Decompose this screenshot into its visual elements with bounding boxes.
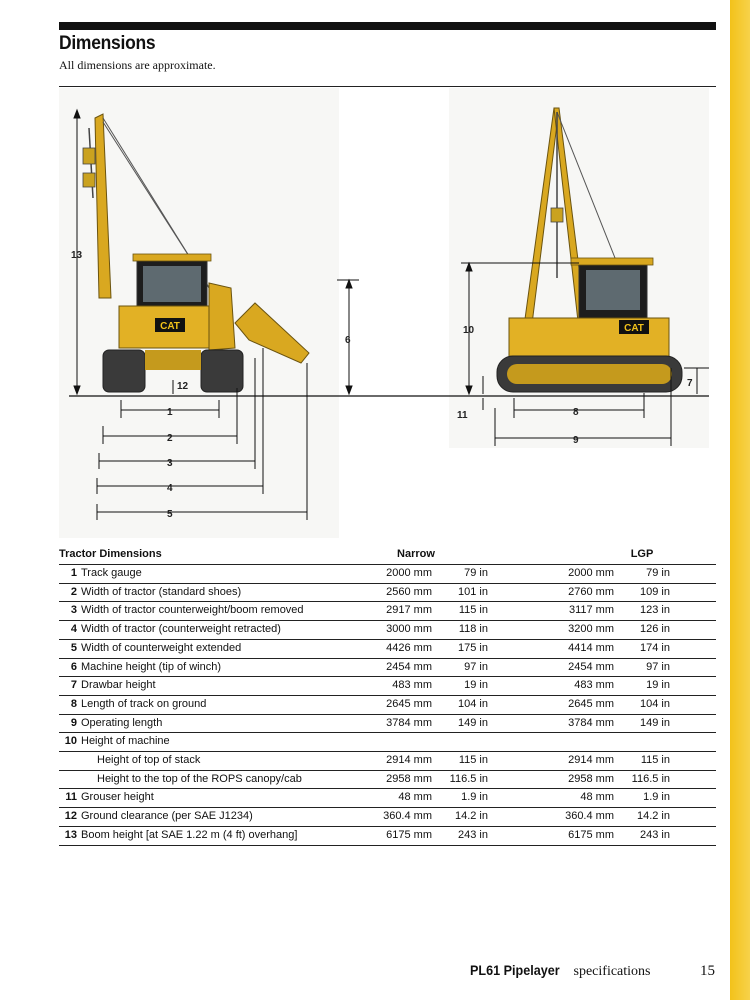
narrow-in: 79 in (432, 565, 488, 584)
lgp-in: 149 in (614, 714, 670, 733)
row-number: 6 (59, 658, 81, 677)
row-label: Operating length (81, 714, 344, 733)
narrow-in: 104 in (432, 695, 488, 714)
table-header-narrow: Narrow (344, 545, 488, 565)
row-label: Width of tractor (standard shoes) (81, 583, 344, 602)
dim-label-9: 9 (573, 435, 579, 446)
spacer (670, 789, 716, 808)
footer-product: PL61 Pipelayer (470, 962, 560, 978)
table-row (59, 770, 716, 789)
spacer (670, 658, 716, 677)
narrow-in: 149 in (432, 714, 488, 733)
row-number: 13 (59, 826, 81, 845)
row-number: 1 (59, 565, 81, 584)
row-number (59, 770, 81, 789)
row-number: 3 (59, 602, 81, 621)
row-number: 10 (59, 733, 81, 752)
dim-label-1: 1 (167, 407, 173, 418)
table-row (59, 602, 716, 621)
table-header-row (59, 545, 716, 565)
lgp-mm: 2000 mm (488, 565, 614, 584)
row-label: Drawbar height (81, 677, 344, 696)
dim-label-7: 7 (687, 378, 693, 389)
lgp-mm: 2454 mm (488, 658, 614, 677)
header-bar (59, 22, 716, 30)
dimension-diagram-svg (59, 88, 716, 538)
table-header-label: Tractor Dimensions (59, 545, 344, 565)
narrow-in: 1.9 in (432, 789, 488, 808)
spacer (670, 621, 716, 640)
row-label: Track gauge (81, 565, 344, 584)
spacer (670, 714, 716, 733)
row-label: Width of counterweight extended (81, 639, 344, 658)
dim-label-5: 5 (167, 509, 173, 520)
dim-label-11: 11 (457, 410, 468, 421)
footer (470, 962, 651, 980)
narrow-mm: 6175 mm (344, 826, 432, 845)
row-label: Height of machine (81, 733, 344, 752)
table-row (59, 658, 716, 677)
narrow-in: 118 in (432, 621, 488, 640)
narrow-mm: 360.4 mm (344, 808, 432, 827)
table-body (59, 565, 716, 846)
dim-label-8: 8 (573, 407, 579, 418)
narrow-in: 14.2 in (432, 808, 488, 827)
spacer (670, 733, 716, 752)
lgp-mm: 4414 mm (488, 639, 614, 658)
table-row (59, 639, 716, 658)
narrow-in: 101 in (432, 583, 488, 602)
spacer (670, 677, 716, 696)
dimension-diagram (59, 88, 716, 538)
lgp-in: 243 in (614, 826, 670, 845)
narrow-in: 115 in (432, 752, 488, 771)
title-rule (59, 86, 716, 87)
lgp-mm: 6175 mm (488, 826, 614, 845)
lgp-mm: 48 mm (488, 789, 614, 808)
row-number: 7 (59, 677, 81, 696)
narrow-mm: 3784 mm (344, 714, 432, 733)
narrow-mm: 2917 mm (344, 602, 432, 621)
lgp-in: 174 in (614, 639, 670, 658)
row-number: 9 (59, 714, 81, 733)
row-number: 11 (59, 789, 81, 808)
narrow-in: 243 in (432, 826, 488, 845)
row-label: Ground clearance (per SAE J1234) (81, 808, 344, 827)
row-label: Width of tractor (counterweight retracted) (81, 621, 344, 640)
lgp-in: 14.2 in (614, 808, 670, 827)
lgp-in: 97 in (614, 658, 670, 677)
narrow-in (432, 733, 488, 752)
page-subtitle: All dimensions are approximate. (59, 58, 216, 72)
lgp-mm: 2914 mm (488, 752, 614, 771)
row-number: 4 (59, 621, 81, 640)
dim-label-6: 6 (345, 335, 351, 346)
spacer (670, 695, 716, 714)
lgp-mm: 483 mm (488, 677, 614, 696)
table-row (59, 808, 716, 827)
lgp-in: 109 in (614, 583, 670, 602)
lgp-in (614, 733, 670, 752)
narrow-mm: 2958 mm (344, 770, 432, 789)
narrow-in: 175 in (432, 639, 488, 658)
row-label: Length of track on ground (81, 695, 344, 714)
row-number: 8 (59, 695, 81, 714)
spacer (670, 583, 716, 602)
row-number: 2 (59, 583, 81, 602)
narrow-mm: 3000 mm (344, 621, 432, 640)
page-title: Dimensions (59, 33, 156, 54)
spacer (670, 565, 716, 584)
narrow-mm: 2645 mm (344, 695, 432, 714)
footer-suffix: specifications (573, 964, 651, 979)
dim-label-2: 2 (167, 433, 173, 444)
lgp-in: 1.9 in (614, 789, 670, 808)
table-row (59, 695, 716, 714)
row-label: Width of tractor counterweight/boom removed (81, 602, 344, 621)
dim-label-10: 10 (463, 325, 475, 336)
spacer (670, 639, 716, 658)
spacer (670, 770, 716, 789)
dim-label-13: 13 (71, 250, 83, 261)
lgp-in: 19 in (614, 677, 670, 696)
lgp-mm: 360.4 mm (488, 808, 614, 827)
table-row (59, 583, 716, 602)
table-row (59, 789, 716, 808)
spacer (670, 808, 716, 827)
dimensions-table (59, 545, 716, 846)
spacer (670, 826, 716, 845)
lgp-in: 116.5 in (614, 770, 670, 789)
table-row (59, 826, 716, 845)
lgp-in: 104 in (614, 695, 670, 714)
spacer (670, 752, 716, 771)
lgp-mm (488, 733, 614, 752)
narrow-mm: 2560 mm (344, 583, 432, 602)
narrow-mm: 2454 mm (344, 658, 432, 677)
lgp-in: 115 in (614, 752, 670, 771)
page-number: 15 (700, 963, 715, 979)
table-row (59, 733, 716, 752)
row-label: Height to the top of the ROPS canopy/cab (81, 770, 344, 789)
cat-badge-front: CAT (160, 321, 180, 332)
row-label: Machine height (tip of winch) (81, 658, 344, 677)
table-row (59, 677, 716, 696)
dim-label-12: 12 (177, 381, 189, 392)
narrow-in: 116.5 in (432, 770, 488, 789)
table-row (59, 714, 716, 733)
narrow-in: 97 in (432, 658, 488, 677)
narrow-mm: 48 mm (344, 789, 432, 808)
lgp-mm: 2958 mm (488, 770, 614, 789)
narrow-in: 115 in (432, 602, 488, 621)
row-number (59, 752, 81, 771)
table-row (59, 752, 716, 771)
narrow-mm: 4426 mm (344, 639, 432, 658)
table-row (59, 621, 716, 640)
table-row (59, 565, 716, 584)
lgp-mm: 3200 mm (488, 621, 614, 640)
table-header-lgp: LGP (614, 545, 670, 565)
row-number: 5 (59, 639, 81, 658)
lgp-mm: 3117 mm (488, 602, 614, 621)
lgp-in: 79 in (614, 565, 670, 584)
cat-badge-side: CAT (624, 323, 644, 334)
narrow-in: 19 in (432, 677, 488, 696)
lgp-in: 123 in (614, 602, 670, 621)
narrow-mm: 2000 mm (344, 565, 432, 584)
spacer (670, 602, 716, 621)
dim-label-4: 4 (167, 483, 173, 494)
narrow-mm (344, 733, 432, 752)
lgp-mm: 2645 mm (488, 695, 614, 714)
row-label: Grouser height (81, 789, 344, 808)
dim-label-3: 3 (167, 458, 173, 469)
row-label: Height of top of stack (81, 752, 344, 771)
lgp-mm: 2760 mm (488, 583, 614, 602)
row-number: 12 (59, 808, 81, 827)
narrow-mm: 483 mm (344, 677, 432, 696)
lgp-mm: 3784 mm (488, 714, 614, 733)
lgp-in: 126 in (614, 621, 670, 640)
row-label: Boom height [at SAE 1.22 m (4 ft) overhang] (81, 826, 344, 845)
page-edge-stripe (730, 0, 750, 1000)
narrow-mm: 2914 mm (344, 752, 432, 771)
